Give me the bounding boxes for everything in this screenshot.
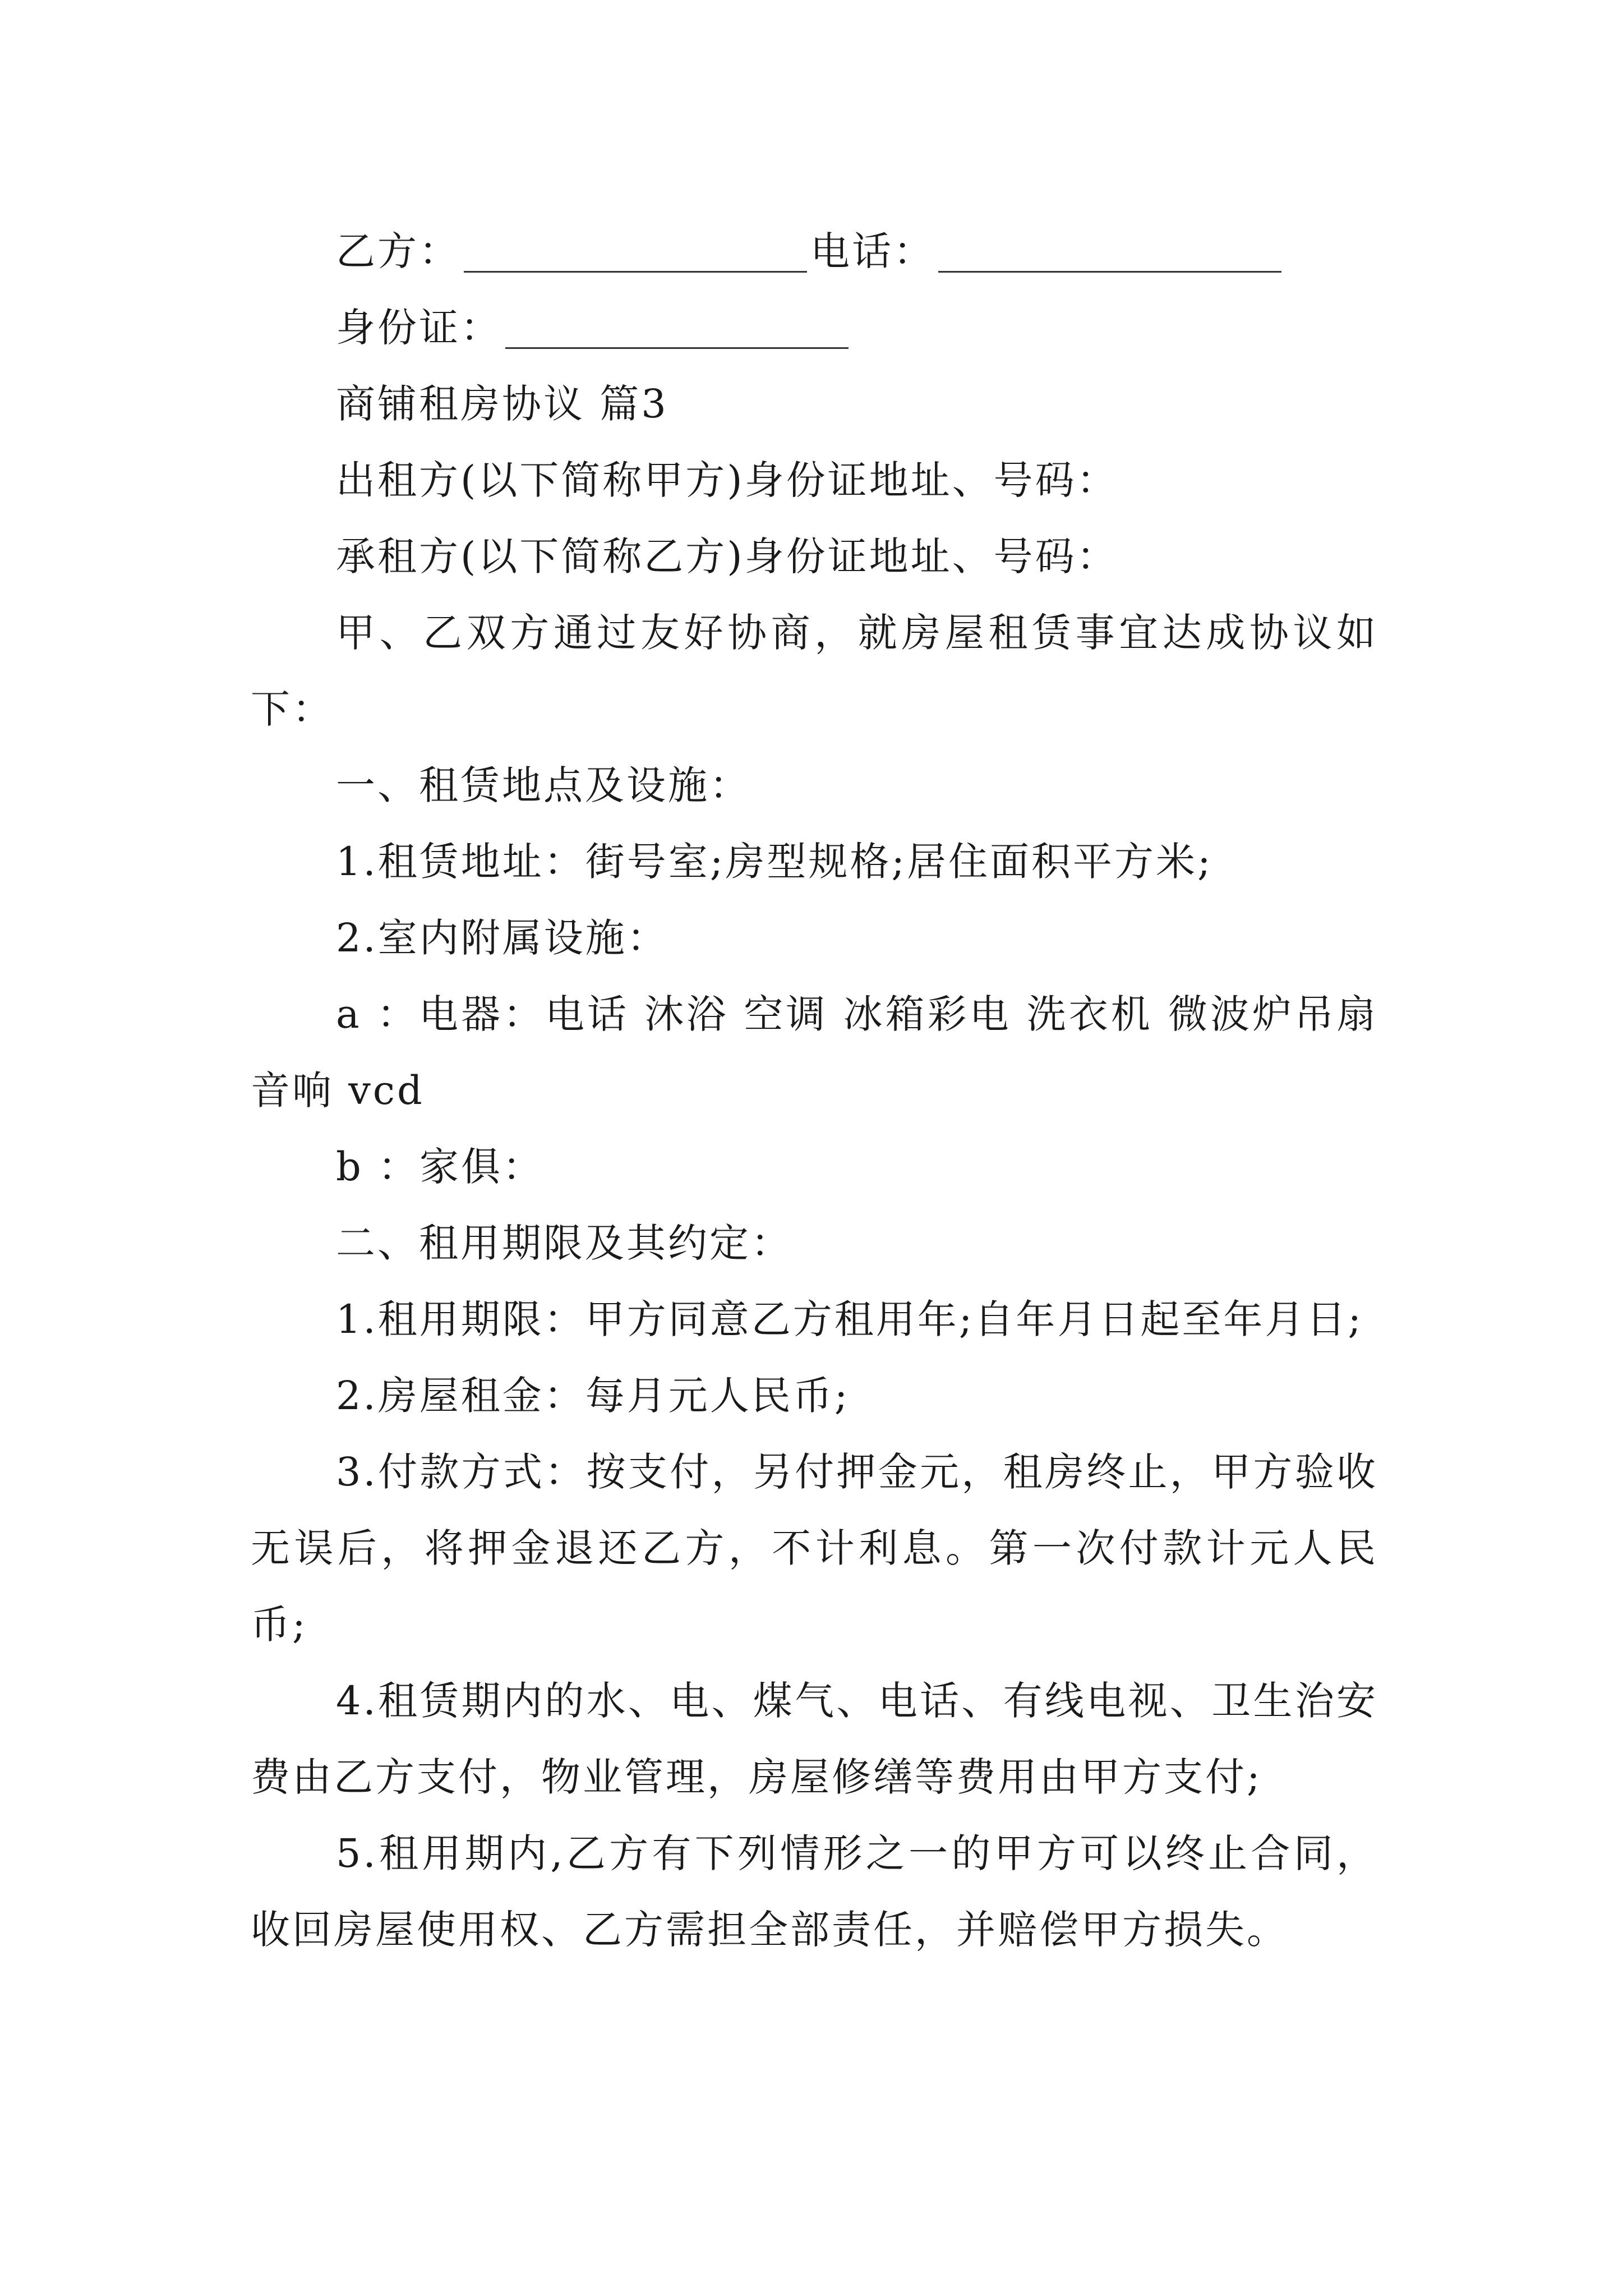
lessee-line: 承租方(以下简称乙方)身份证地址、号码： [336,533,1118,579]
party-b-phone-blank [938,227,1281,273]
party-b-label: 乙方： [336,228,460,274]
s2-item-4: 4.租赁期内的水、电、煤气、电话、有线电视、卫生治安费由乙方支付，物业管理，房屋修缮等费用由甲方支付; [251,1678,1378,1800]
lessor-line: 出租方(以下简称甲方)身份证地址、号码： [336,457,1118,503]
s1-item-1: 1.租赁地址：街号室;房型规格;居住面积平方米; [336,839,1213,885]
party-b-name-blank [464,227,807,273]
section-1-title: 一、租赁地点及设施： [336,762,751,808]
s1-item-2: 2.室内附属设施： [336,915,668,961]
s2-item-2: 2.房屋租金：每月元人民币; [336,1373,850,1419]
s2-item-5: 5.租用期内,乙方有下列情形之一的甲方可以终止合同，收回房屋使用权、乙方需担全部责任，并赔偿甲方损失。 [251,1830,1378,1953]
id-card-line [251,289,1378,366]
intro-paragraph: 甲、乙双方通过友好协商，就房屋租赁事宜达成协议如下： [251,610,1378,732]
id-card-label: 身份证： [336,305,502,351]
id-card-blank [505,303,849,349]
section-heading: 商铺租房协议 篇3 [336,381,668,427]
party-b-line [251,213,1378,289]
document-body [251,213,1378,1968]
s1-item-2b: b ：家俱： [336,1144,545,1190]
phone-label: 电话： [810,228,935,274]
s2-item-1: 1.租用期限：甲方同意乙方租用年;自年月日起至年月日; [336,1296,1363,1342]
section-2-title: 二、租用期限及其约定： [336,1220,792,1266]
s1-item-2a: a ：电器：电话 沐浴 空调 冰箱彩电 洗衣机 微波炉吊扇 音响 vcd [251,991,1378,1114]
s2-item-3: 3.付款方式：按支付，另付押金元，租房终止，甲方验收无误后，将押金退还乙方，不计利息。第一次付款计元人民币; [251,1449,1378,1648]
